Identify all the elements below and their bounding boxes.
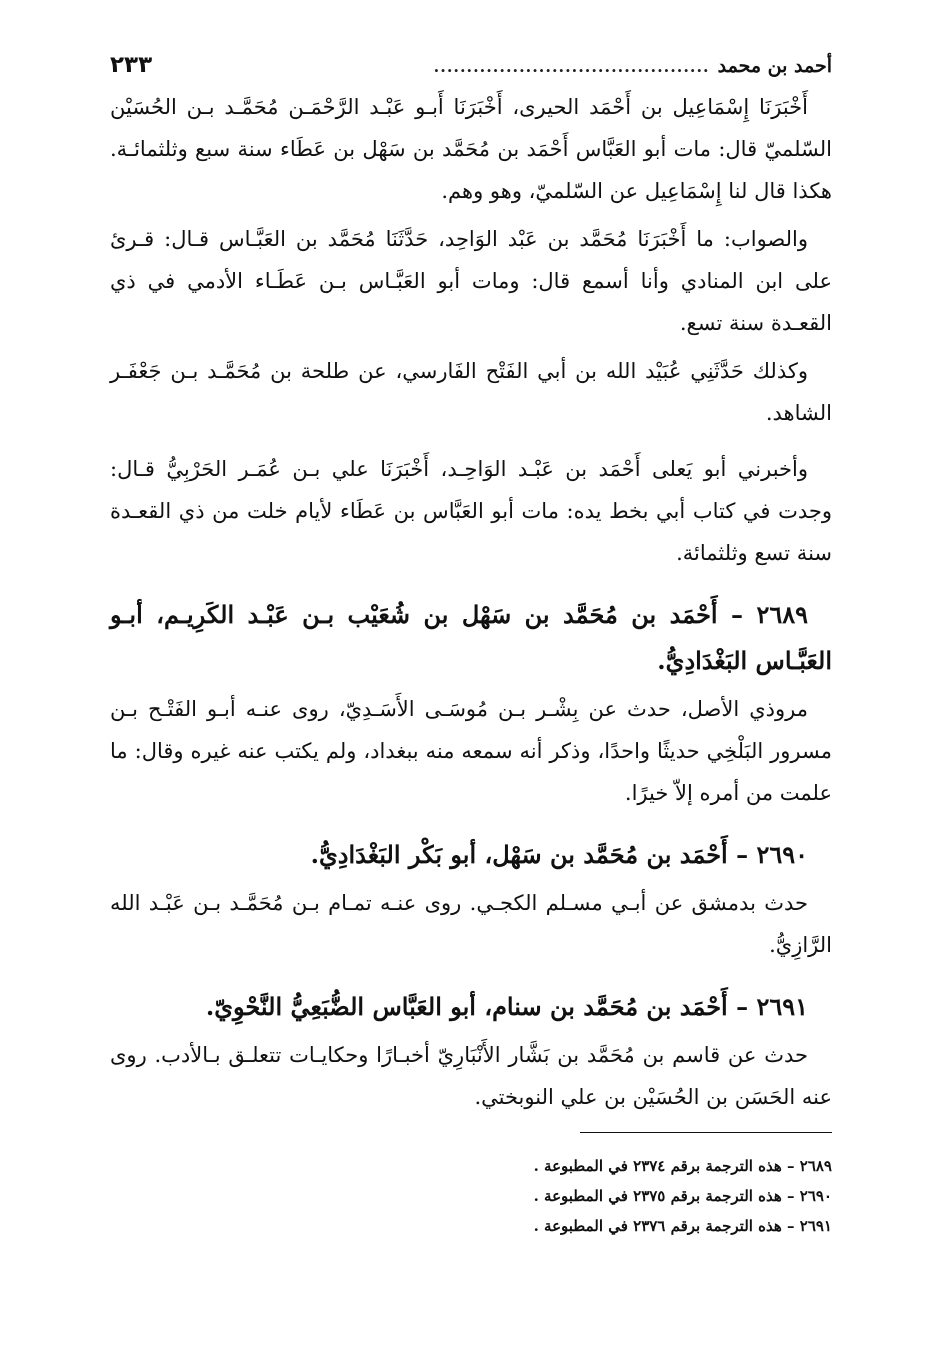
footnote: ٢٦٨٩ – هذه الترجمة برقم ٢٣٧٤ في المطبوعة .: [533, 1157, 832, 1175]
paragraph-3: وكذلك حَدَّثَنِي عُبَيْد الله بن أبي الفَتْح الفَارسي، عن طلحة بن مُحَمَّـد بـن جَعْفَـر الشاهد.: [110, 359, 832, 425]
entry-title: أَحْمَد بن مُحَمَّد بن سَهْل بن شُعَيْب بـن عَبْـد الكَرِيـم، أبـو العَبَّـاس البَغْدَادِيُّ.: [110, 600, 832, 675]
entry-number: ٢٦٨٩: [756, 600, 808, 629]
paragraph-2: والصواب: ما أَخْبَرَنَا مُحَمَّد بن عَبْد الوَاحِد، حَدَّثَنَا مُحَمَّد بن العَبَّـاس قـال: قـرئ على ابن المنادي وأنا أسمع قال: ومات أبو العَبَّـاس بـن عَطَـاء الأدمي في ذي القعـدة سنة تسع.: [110, 227, 832, 335]
entry-title: أَحْمَد بن مُحَمَّد بن سَهْل، أبو بَكْر البَغْدَادِيُّ.: [310, 840, 728, 869]
paragraph-4: وأخبرني أبو يَعلى أَحْمَد بن عَبْـد الوَاحِـد، أَخْبَرَنَا علي بـن عُمَـر الحَرْبِيُّ قـال: وجدت في كتاب أبي بخط يده: مات أبو العَبَّاس بن عَطَاء لأيام خلت من ذي القعـدة سنة تسع وثلثمائة.: [110, 457, 832, 565]
header-leader-dots: ..........................................: [433, 57, 710, 76]
entry-heading: ٢٦٩١ – أَحْمَد بن مُحَمَّد بن سنام، أبو العَبَّاس الضُّبَعِيُّ النَّحْوِيّ.: [205, 992, 808, 1021]
entry-heading: ٢٦٨٩ – أَحْمَد بن مُحَمَّد بن سَهْل بن شُعَيْب بـن عَبْـد الكَرِيـم، أبـو العَبَّـاس البَغْدَادِيُّ.: [110, 600, 832, 675]
footnote-separator: [580, 1132, 832, 1133]
page-number: ٢٣٣: [110, 52, 153, 78]
entry-text: حدث بدمشق عن أبـي مسـلم الكجـي. روى عنـه تمـام بـن مُحَمَّـد بـن عَبْـد الله الرَّازِيُّ.: [110, 891, 832, 957]
entry-title: أَحْمَد بن مُحَمَّد بن سنام، أبو العَبَّاس الضُّبَعِيُّ النَّحْوِيّ.: [205, 992, 728, 1021]
entry-number: ٢٦٩١: [756, 992, 808, 1021]
entry-number: ٢٦٩٠: [756, 840, 808, 869]
page-header: [110, 52, 832, 86]
running-title: أحمد بن محمد: [717, 55, 832, 77]
entry-heading: ٢٦٩٠ – أَحْمَد بن مُحَمَّد بن سَهْل، أبو بَكْر البَغْدَادِيُّ.: [310, 840, 808, 869]
entry-text: حدث عن قاسم بن مُحَمَّد بن بَشَّار الأَنْبَارِيّ أخبـارًا وحكايـات تتعلـق بـالأدب. روى عنه الحَسَن بن الحُسَيْن بن علي النوبختي.: [110, 1043, 832, 1109]
book-page: [110, 52, 832, 1342]
paragraph-1: أَخْبَرَنَا إِسْمَاعِيل بن أَحْمَد الحيرى، أَخْبَرَنَا أَبـو عَبْـد الرَّحْمَـن مُحَمَّـد بـن الحُسَيْن السّلميّ قال: مات أبو العَبَّاس أَحْمَد بن مُحَمَّد بن سَهْل بن عَطَاء سنة سبع وثلثمائـة. هكذا قال لنا إِسْمَاعِيل عن السّلميّ، وهو وهم.: [110, 95, 832, 203]
footnote: ٢٦٩١ – هذه الترجمة برقم ٢٣٧٦ في المطبوعة .: [533, 1217, 832, 1235]
footnote: ٢٦٩٠ – هذه الترجمة برقم ٢٣٧٥ في المطبوعة .: [533, 1187, 832, 1205]
entry-text: مروذي الأصل، حدث عن بِشْـر بـن مُوسَـى الأَسَـدِيّ، روى عنـه أبـو الفَتْـح بـن مسرور البَلْخِي حديثًا واحدًا، وذكر أنه سمعه منه ببغداد، ولم يكتب عنه غيره وقال: ما علمت من أمره إلاّ خيرًا.: [110, 697, 832, 805]
